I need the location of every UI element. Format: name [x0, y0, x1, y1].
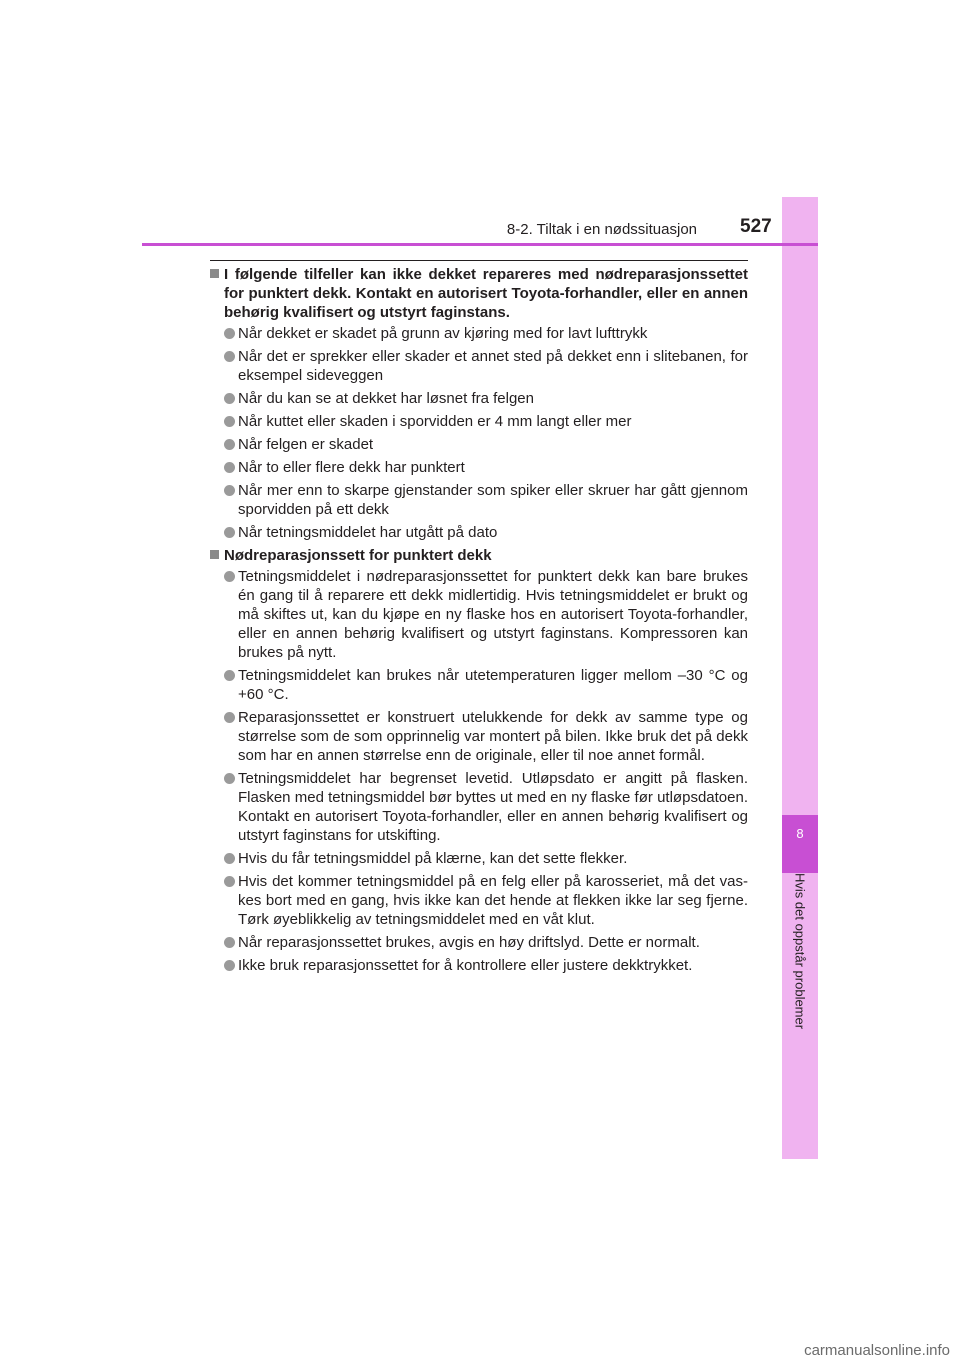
list-item [210, 481, 748, 519]
heading-text: Nødreparasjonssett for punktert dekk [224, 547, 492, 564]
bullet-dot-icon [224, 485, 235, 496]
list-item [210, 567, 748, 662]
bullet-dot-icon [224, 960, 235, 971]
bullet-dot-icon [224, 853, 235, 864]
bullet-dot-icon [224, 773, 235, 784]
list-item [210, 412, 748, 431]
bullet-dot-icon [224, 571, 235, 582]
bullet-dot-icon [224, 351, 235, 362]
list-item [210, 708, 748, 765]
list-item-text: Ikke bruk reparasjonssettet for å kontrollere eller justere dekktrykket. [238, 957, 693, 974]
list-item-text: Hvis du får tetningsmiddel på klærne, kan det sette flekker. [238, 850, 628, 867]
list-item-text: Tetningsmiddelet i nødreparasjonssettet for punktert dekk kan bare brukes én gang til å reparere ett dekk midlertidig. Hvis tetningsmiddelet er brukt og må skiftes ut, kan du kjøpe en ny flaske hos en autorisert Toyota-forhandler, eller en annen behørig kvalifisert og utstyrt faginstans. Kompressoren kan brukes på nytt. [238, 568, 748, 661]
list-item-text: Hvis det kommer tetningsmiddel på en felg eller på karosseriet, må det vas-kes bort med en gang, hvis ikke kan det hende at flekken ikke lar seg fjerne. Tørk øyeblikkelig av tetningsmiddelet med en våt klut. [238, 873, 748, 928]
chapter-tab [782, 815, 818, 873]
section-header: 8-2. Tiltak i en nødssituasjon [506, 221, 697, 238]
list-item-text: Reparasjonssettet er konstruert utelukkende for dekk av samme type og størrelse som de som opprinnelig var montert på bilen. Ikke bruk det på dekk som har en annen størrelse enn de originale, eller til noe annet formål. [238, 709, 748, 764]
square-bullet-icon [210, 550, 219, 559]
list-item-text: Når reparasjonssettet brukes, avgis en høy driftslyd. Dette er normalt. [238, 934, 700, 951]
chapter-number: 8 [796, 826, 804, 841]
list-item-text: Tetningsmiddelet kan brukes når utetemperaturen ligger mellom –30 °C og +60 °C. [238, 667, 748, 703]
section-heading [210, 546, 748, 565]
bullet-dot-icon [224, 527, 235, 538]
chapter-title-container [782, 873, 818, 1053]
content-top-rule [210, 260, 748, 261]
bullet-dot-icon [224, 328, 235, 339]
list-item [210, 389, 748, 408]
list-item [210, 347, 748, 385]
list-item-text: Tetningsmiddelet har begrenset levetid. Utløpsdato er angitt på flasken. Flasken med tetningsmiddel bør byttes ut med en ny flaske før utløpsdatoen. Kontakt en autorisert Toyota-forhandler, eller en annen behørig kvalifisert og utstyrt faginstans for utskifting. [238, 770, 748, 844]
list-item [210, 523, 748, 542]
section-heading [210, 265, 748, 322]
bullet-dot-icon [224, 462, 235, 473]
bullet-dot-icon [224, 393, 235, 404]
page-number: 527 [740, 216, 772, 237]
bullet-dot-icon [224, 439, 235, 450]
list-item [210, 769, 748, 845]
list-item-text: Når mer enn to skarpe gjenstander som spiker eller skruer har gått gjennom sporvidden på ett dekk [238, 482, 748, 518]
list-item [210, 435, 748, 454]
list-item [210, 324, 748, 343]
list-item-text: Når du kan se at dekket har løsnet fra felgen [238, 390, 534, 407]
page-content [210, 265, 748, 979]
list-item [210, 872, 748, 929]
chapter-title: Hvis det oppstår problemer [792, 873, 808, 1030]
list-item-text: Når tetningsmiddelet har utgått på dato [238, 524, 498, 541]
square-bullet-icon [210, 269, 219, 278]
bullet-dot-icon [224, 937, 235, 948]
bullet-dot-icon [224, 712, 235, 723]
list-item-text: Når kuttet eller skaden i sporvidden er 4 mm langt eller mer [238, 413, 632, 430]
bullet-dot-icon [224, 670, 235, 681]
list-item-text: Når dekket er skadet på grunn av kjøring med for lavt lufttrykk [238, 325, 648, 342]
list-item-text: Når det er sprekker eller skader et annet sted på dekket enn i slitebanen, for eksempel sideveggen [238, 348, 748, 384]
list-item [210, 666, 748, 704]
list-item [210, 933, 748, 952]
bullet-dot-icon [224, 876, 235, 887]
list-item [210, 956, 748, 975]
list-item-text: Når to eller flere dekk har punktert [238, 459, 465, 476]
watermark: carmanualsonline.info [804, 1342, 950, 1359]
header-divider [142, 243, 818, 246]
list-item [210, 458, 748, 477]
heading-text: I følgende tilfeller kan ikke dekket repareres med nødreparasjonssettet for punktert dekk. Kontakt en autorisert Toyota-forhandler, eller en annen behørig kvalifisert og utstyrt faginstans. [224, 266, 748, 321]
bullet-dot-icon [224, 416, 235, 427]
list-item-text: Når felgen er skadet [238, 436, 374, 453]
list-item [210, 849, 748, 868]
